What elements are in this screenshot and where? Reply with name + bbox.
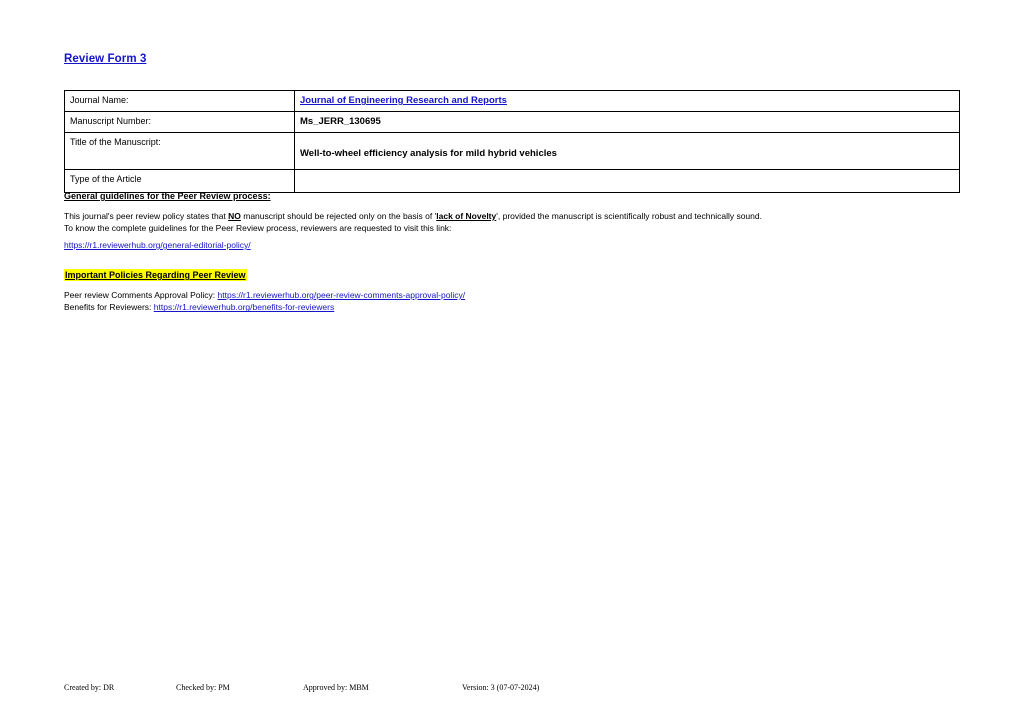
footer-checked-by: Checked by: PM: [176, 683, 230, 692]
policy-links-block: [64, 289, 465, 314]
manuscript-number-value: Ms_JERR_130695: [300, 115, 381, 127]
guidelines-text-part3: ', provided the manuscript is scientifically robust and technically sound.: [496, 211, 762, 221]
footer-version: Version: 3 (07-07-2024): [462, 683, 540, 692]
table-row: [65, 132, 960, 169]
approval-policy-label: Peer review Comments Approval Policy:: [64, 290, 218, 300]
journal-name-value[interactable]: Journal of Engineering Research and Reports: [300, 95, 507, 106]
manuscript-info-table: [64, 90, 960, 193]
general-editorial-policy-link-wrap: [64, 240, 251, 250]
manuscript-title-value: Well-to-wheel efficiency analysis for mild hybrid vehicles: [300, 147, 557, 159]
footer-approved-by: Approved by: MBM: [303, 683, 369, 692]
general-editorial-policy-link[interactable]: https://r1.reviewerhub.org/general-editorial-policy/: [64, 240, 251, 250]
row-value-journal-name: [295, 91, 960, 112]
row-label-article-type: Type of the Article: [65, 169, 295, 192]
guidelines-paragraph: [64, 210, 864, 235]
row-label-journal-name: Journal Name:: [65, 91, 295, 112]
table-row: [65, 169, 960, 192]
benefits-link[interactable]: https://r1.reviewerhub.org/benefits-for-reviewers: [153, 302, 335, 313]
benefits-label: Benefits for Reviewers:: [64, 302, 154, 313]
guidelines-text-part1: This journal's peer review policy states that: [64, 211, 229, 221]
row-value-manuscript-title: [295, 132, 960, 169]
footer-created-by: Created by: DR: [64, 683, 115, 692]
guidelines-text-line2: To know the complete guidelines for the Peer Review process, reviewers are requested to visit this link:: [64, 223, 452, 234]
guidelines-novelty-phrase: lack of Novelty: [436, 211, 497, 221]
table-row: [65, 91, 960, 112]
page-title: Review Form 3: [64, 53, 147, 65]
row-value-article-type[interactable]: [295, 169, 960, 192]
approval-policy-link[interactable]: https://r1.reviewerhub.org/peer-review-comments-approval-policy/: [217, 290, 466, 300]
guidelines-no-word: NO: [228, 211, 241, 221]
important-policies-heading: Important Policies Regarding Peer Review: [65, 270, 246, 280]
table-row: [65, 111, 960, 132]
row-label-manuscript-number: Manuscript Number:: [65, 111, 295, 132]
document-footer: [0, 683, 1024, 697]
guidelines-heading: General guidelines for the Peer Review process:: [64, 191, 271, 201]
row-value-manuscript-number: [295, 111, 960, 132]
guidelines-text-part2: manuscript should be rejected only on the basis of ': [240, 211, 437, 221]
row-label-manuscript-title: Title of the Manuscript:: [65, 132, 295, 169]
